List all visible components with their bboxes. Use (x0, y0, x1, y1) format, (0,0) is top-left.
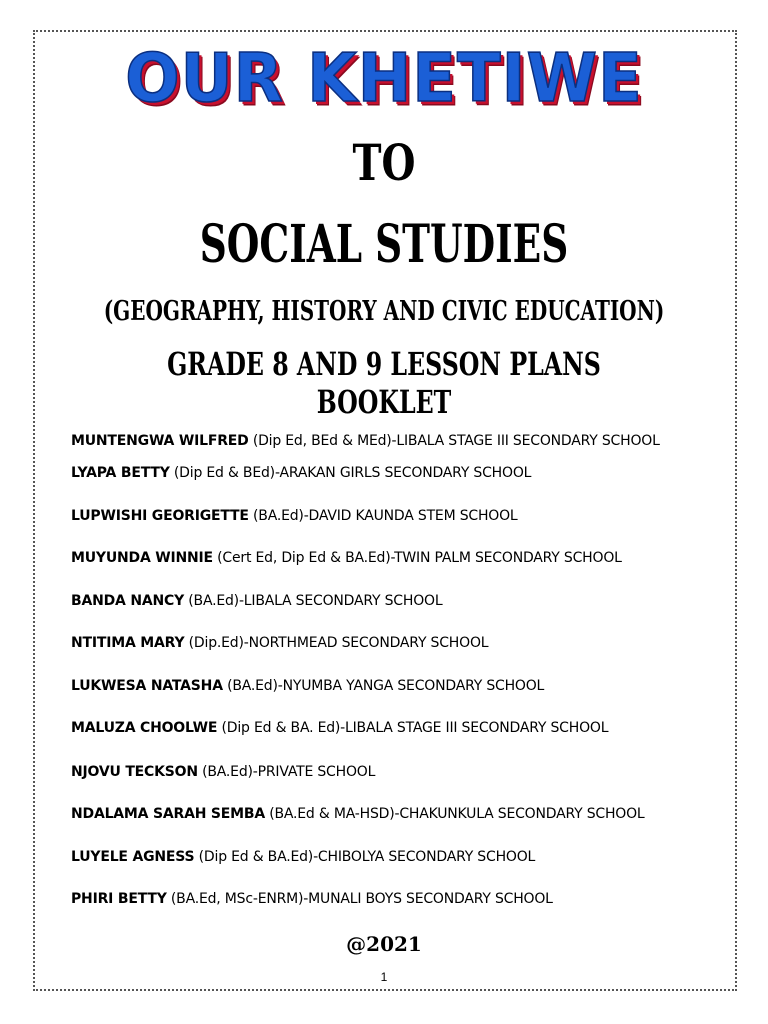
author-name: LYAPA BETTY (71, 465, 170, 481)
author-credentials: (Dip Ed & BEd) (169, 465, 275, 481)
author-school: -CHAKUNKULA SECONDARY SCHOOL (394, 806, 645, 822)
booklet-description: GRADE 8 AND 9 LESSON PLANS BOOKLET (167, 345, 601, 421)
subject-subtitle: (GEOGRAPHY, HISTORY AND CIVIC EDUCATION) (103, 296, 665, 327)
author-line (71, 508, 518, 524)
author-credentials: (BA.Ed & MA-HSD) (264, 806, 395, 822)
author-name: NTITIMA MARY (71, 635, 185, 651)
page-number: 1 (380, 970, 388, 984)
title-connector: TO (352, 133, 416, 192)
author-line (71, 891, 553, 907)
author-line (71, 849, 535, 865)
author-credentials: (BA.Ed) (222, 678, 278, 694)
author-line (71, 465, 531, 481)
author-name: PHIRI BETTY (71, 891, 167, 907)
author-name: NJOVU TECKSON (71, 764, 198, 780)
author-credentials: (Cert Ed, Dip Ed & BA.Ed) (212, 550, 391, 566)
author-line (71, 806, 645, 822)
booklet-title: OUR KHETIWE (125, 40, 643, 118)
author-name: LUKWESA NATASHA (71, 678, 223, 694)
author-line (71, 550, 622, 566)
author-name: NDALAMA SARAH SEMBA (71, 806, 265, 822)
author-credentials: (BA.Ed) (197, 764, 253, 780)
copyright-year: @2021 (346, 932, 422, 956)
author-name: MALUZA CHOOLWE (71, 720, 218, 736)
author-school: -NORTHMEAD SECONDARY SCHOOL (243, 635, 489, 651)
author-line (71, 635, 488, 651)
author-credentials: (BA.Ed) (248, 508, 304, 524)
author-school: -TWIN PALM SECONDARY SCHOOL (390, 550, 622, 566)
author-line (71, 593, 442, 609)
author-credentials: (BA.Ed, MSc-ENRM) (166, 891, 304, 907)
author-school: -LIBALA STAGE III SECONDARY SCHOOL (340, 720, 609, 736)
author-line (71, 433, 660, 449)
author-school: -LIBALA SECONDARY SCHOOL (238, 593, 443, 609)
author-name: BANDA NANCY (71, 593, 185, 609)
author-credentials: (Dip Ed & BA. Ed) (217, 720, 341, 736)
author-credentials: (Dip.Ed) (184, 635, 244, 651)
author-school: -PRIVATE SCHOOL (252, 764, 376, 780)
author-school: -CHIBOLYA SECONDARY SCHOOL (313, 849, 536, 865)
author-line (71, 720, 608, 736)
author-credentials: (Dip Ed & BA.Ed) (194, 849, 314, 865)
author-name: MUYUNDA WINNIE (71, 550, 213, 566)
author-school: -ARAKAN GIRLS SECONDARY SCHOOL (274, 465, 532, 481)
author-school: -NYUMBA YANGA SECONDARY SCHOOL (277, 678, 545, 694)
author-credentials: (Dip Ed, BEd & MEd) (248, 433, 392, 449)
author-name: LUPWISHI GEORIGETTE (71, 508, 249, 524)
author-school: -DAVID KAUNDA STEM SCHOOL (303, 508, 518, 524)
author-line (71, 764, 375, 780)
author-name: MUNTENGWA WILFRED (71, 433, 249, 449)
author-school: -LIBALA STAGE III SECONDARY SCHOOL (391, 433, 660, 449)
author-school: -MUNALI BOYS SECONDARY SCHOOL (303, 891, 553, 907)
author-credentials: (BA.Ed) (184, 593, 239, 609)
author-name: LUYELE AGNESS (71, 849, 195, 865)
subject-heading: SOCIAL STUDIES (199, 214, 569, 275)
author-line (71, 678, 544, 694)
